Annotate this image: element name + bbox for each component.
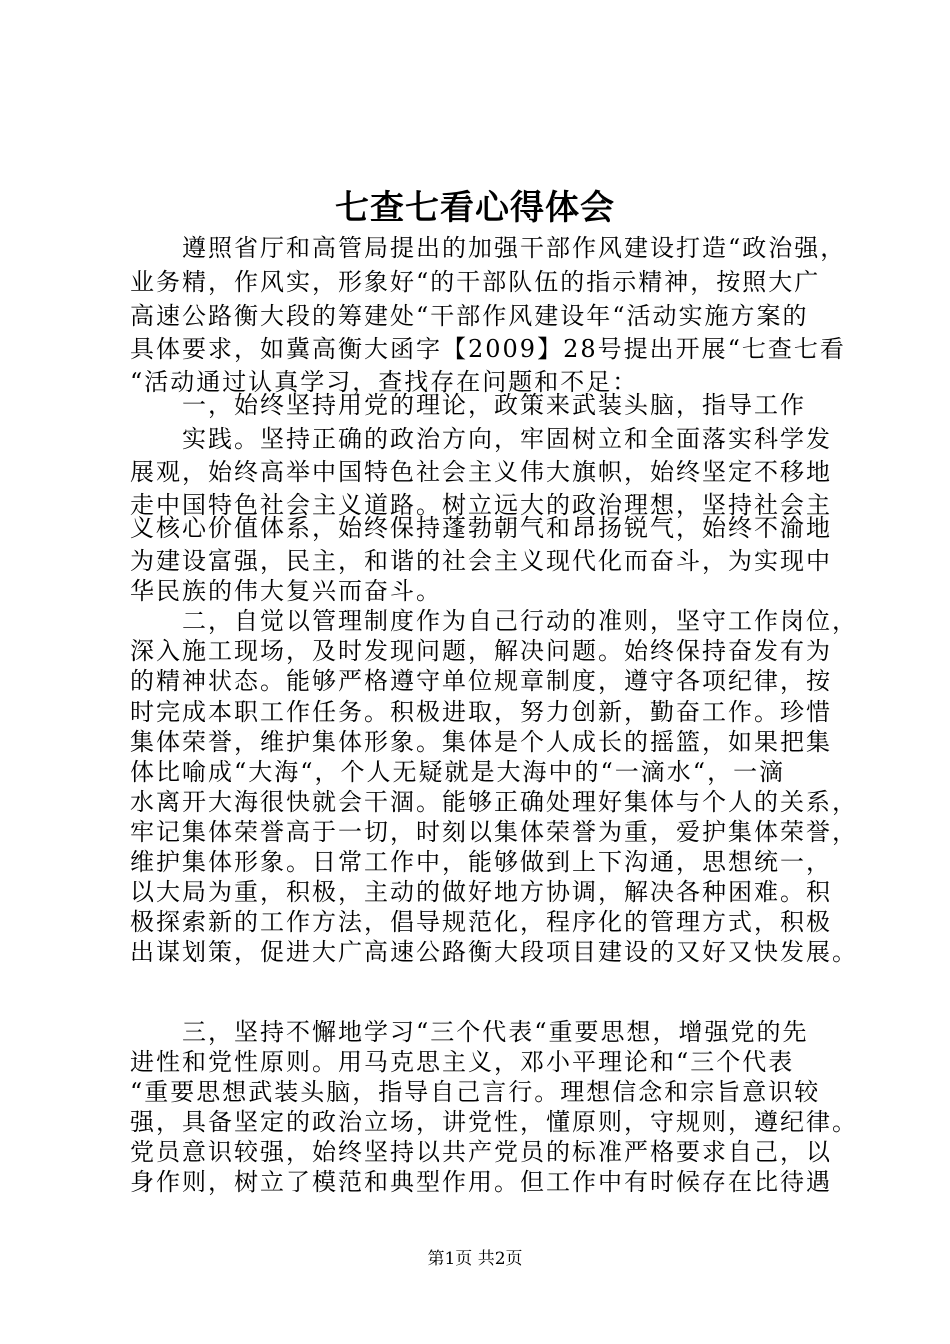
body-line: 出谋划策，促进大广高速公路衡大段项目建设的又好又快发展。	[130, 938, 858, 966]
body-line: 走中国特色社会主义道路。树立远大的政治理想，坚持社会主	[130, 491, 832, 519]
body-line: 遵照省厅和高管局提出的加强干部作风建设打造“政治强，	[130, 234, 847, 262]
body-line: 牢记集体荣誉高于一切，时刻以集体荣誉为重，爱护集体荣誉，	[130, 818, 858, 846]
page-footer: 第1页 共2页	[427, 1249, 523, 1269]
body-line: 实践。坚持正确的政治方向，牢固树立和全面落实科学发	[130, 425, 832, 453]
body-line: 时完成本职工作任务。积极进取，努力创新，勤奋工作。珍惜	[130, 698, 832, 726]
body-line: 一，始终坚持用党的理论，政策来武装头脑，指导工作	[130, 391, 806, 419]
body-line: 集体荣誉，维护集体形象。集体是个人成长的摇篮，如果把集	[130, 728, 832, 756]
body-line: 业务精，作风实，形象好“的干部队伍的指示精神，按照大广	[130, 268, 821, 296]
body-line: 为建设富强，民主，和谐的社会主义现代化而奋斗，为实现中	[130, 547, 832, 575]
body-line: 展观，始终高举中国特色社会主义伟大旗帜，始终坚定不移地	[130, 458, 832, 486]
body-line: 高速公路衡大段的筹建处“干部作风建设年“活动实施方案的	[130, 302, 809, 330]
document-title: 七查七看心得体会	[335, 188, 615, 228]
body-line: 水离开大海很快就会干涸。能够正确处理好集体与个人的关系，	[130, 788, 858, 816]
body-line: 的精神状态。能够严格遵守单位规章制度，遵守各项纪律，按	[130, 667, 832, 695]
body-line: 强，具备坚定的政治立场，讲党性，懂原则，守规则，遵纪律。	[130, 1108, 858, 1136]
body-line: 二，自觉以管理制度作为自己行动的准则，坚守工作岗位，	[130, 607, 858, 635]
body-line: 体比喻成“大海“，个人无疑就是大海中的“一滴水“，一滴	[130, 758, 786, 786]
body-line: 极探索新的工作方法，倡导规范化，程序化的管理方式，积极	[130, 908, 832, 936]
body-line: “活动通过认真学习，查找存在问题和不足：	[130, 368, 639, 396]
body-line: 党员意识较强，始终坚持以共产党员的标准严格要求自己，以	[130, 1138, 832, 1166]
body-line: 深入施工现场，及时发现问题，解决问题。始终保持奋发有为	[130, 637, 832, 665]
body-line: 华民族的伟大复兴而奋斗。	[130, 577, 442, 605]
body-line: 以大局为重，积极，主动的做好地方协调，解决各种困难。积	[130, 878, 832, 906]
body-line: 义核心价值体系，始终保持蓬勃朝气和昂扬锐气，始终不渝地	[130, 514, 832, 542]
body-line: “重要思想武装头脑，指导自己言行。理想信念和宗旨意识较	[130, 1078, 821, 1106]
body-line: 进性和党性原则。用马克思主义，邓小平理论和“三个代表	[130, 1048, 795, 1076]
body-line: 身作则，树立了模范和典型作用。但工作中有时候存在比待遇	[130, 1168, 832, 1196]
body-line: 具体要求，如冀高衡大函字【2009】28号提出开展“七查七看	[130, 335, 846, 363]
body-line: 维护集体形象。日常工作中，能够做到上下沟通，思想统一，	[130, 848, 832, 876]
body-line: 三，坚持不懈地学习“三个代表“重要思想，增强党的先	[130, 1018, 809, 1046]
